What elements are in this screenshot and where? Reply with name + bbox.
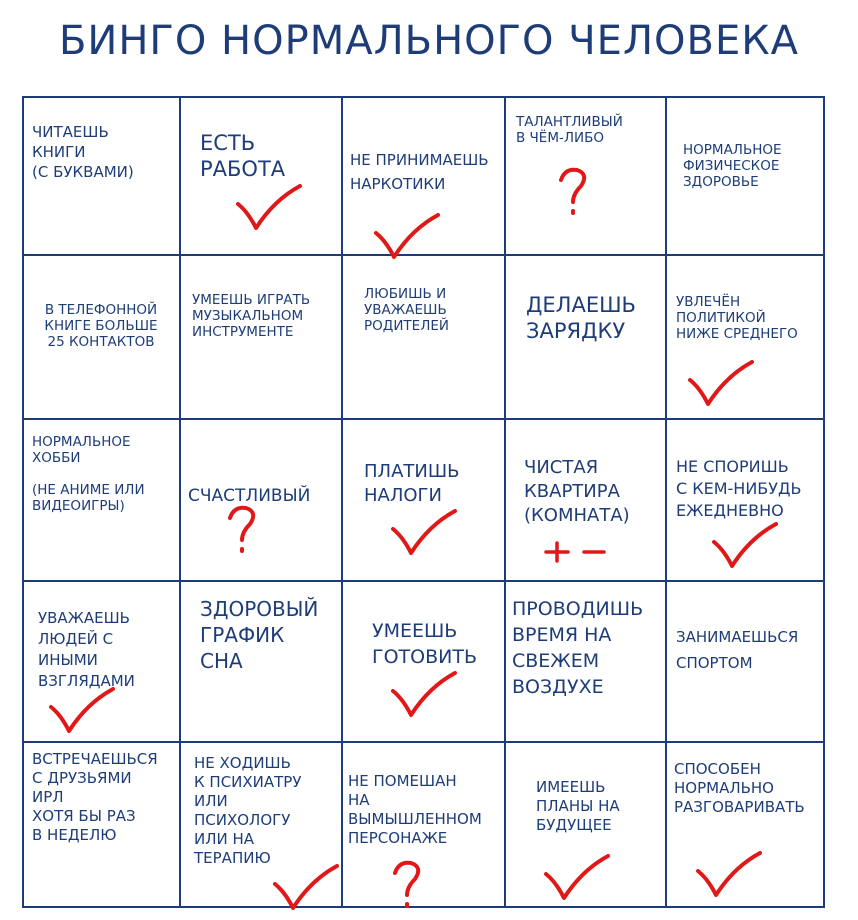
- bingo-cell: [510, 114, 660, 146]
- check-mark-icon: [710, 520, 780, 574]
- cell-label: НЕ СПОРИШЬ С КЕМ-НИБУДЬ ЕЖЕДНЕВНО: [676, 457, 802, 520]
- question-mark-icon: [553, 166, 593, 220]
- check-mark-icon: [271, 862, 341, 916]
- check-mark-icon: [542, 852, 612, 906]
- bingo-cell: [26, 302, 176, 350]
- bingo-cell: [520, 292, 660, 344]
- question-mark-icon: [387, 859, 427, 913]
- bingo-cell: [32, 608, 172, 692]
- check-mark-icon: [389, 669, 459, 723]
- cell-label: ЧИТАЕШЬ КНИГИ (С БУКВАМИ): [32, 123, 134, 181]
- bingo-cell: [518, 456, 663, 528]
- grid-line: [22, 96, 24, 908]
- check-mark-icon: [694, 849, 764, 903]
- bingo-cell: [366, 618, 506, 670]
- bingo-cell: [188, 754, 338, 868]
- cell-label: ЕСТЬ РАБОТА: [200, 131, 286, 181]
- grid-line: [22, 418, 825, 420]
- cell-label: ПЛАТИШЬ НАЛОГИ: [364, 461, 460, 506]
- cell-label: УМЕЕШЬ ГОТОВИТЬ: [372, 620, 477, 668]
- cell-label: ЛЮБИШЬ И УВАЖАЕШЬ РОДИТЕЛЕЙ: [364, 286, 449, 334]
- bingo-cell: [530, 778, 665, 835]
- cell-label: ВСТРЕЧАЕШЬСЯ С ДРУЗЬЯМИ ИРЛ ХОТЯ БЫ РАЗ В НЕДЕЛЮ: [32, 750, 158, 844]
- cell-label: ТАЛАНТЛИВЫЙ В ЧЁМ-ЛИБО: [516, 114, 623, 146]
- cell-label: ЗДОРОВЫЙ ГРАФИК СНА: [200, 597, 319, 673]
- plus-minus-icon: [542, 540, 612, 568]
- grid-line: [22, 580, 825, 582]
- check-mark-icon: [372, 211, 442, 265]
- bingo-grid: [22, 96, 825, 908]
- cell-label: НОРМАЛЬНОЕ ХОББИ (НЕ АНИМЕ ИЛИ ВИДЕОИГРЫ): [32, 434, 145, 514]
- bingo-cell: [670, 624, 822, 676]
- check-mark-icon: [47, 685, 117, 739]
- bingo-cell: [342, 772, 504, 848]
- bingo-cell: [194, 596, 339, 674]
- bingo-cell: [670, 456, 822, 522]
- cell-label: В ТЕЛЕФОННОЙ КНИГЕ БОЛЬШЕ 25 КОНТАКТОВ: [44, 302, 158, 350]
- bingo-cell: [358, 286, 498, 334]
- grid-line: [665, 96, 667, 908]
- cell-label: НЕ ХОДИШЬ К ПСИХИАТРУ ИЛИ ПСИХОЛОГУ ИЛИ НА ТЕРАПИЮ: [194, 754, 302, 867]
- check-mark-icon: [234, 182, 304, 236]
- cell-label: ИМЕЕШЬ ПЛАНЫ НА БУДУЩЕЕ: [536, 778, 620, 834]
- cell-label: ДЕЛАЕШЬ ЗАРЯДКУ: [526, 293, 636, 343]
- cell-label: СПОСОБЕН НОРМАЛЬНО РАЗГОВАРИВАТЬ: [674, 760, 805, 816]
- cell-label: СЧАСТЛИВЫЙ: [188, 486, 311, 506]
- cell-label: ЧИСТАЯ КВАРТИРА (КОМНАТА): [524, 457, 630, 526]
- bingo-cell: [194, 130, 339, 182]
- bingo-cell: [186, 292, 341, 340]
- cell-label: УВАЖАЕШЬ ЛЮДЕЙ С ИНЫМИ ВЗГЛЯДАМИ: [38, 609, 135, 690]
- cell-label: НЕ ПРИНИМАЕШЬ НАРКОТИКИ: [350, 151, 489, 193]
- grid-line: [22, 741, 825, 743]
- cell-label: ПРОВОДИШЬ ВРЕМЯ НА СВЕЖЕМ ВОЗДУХЕ: [512, 598, 644, 698]
- grid-line: [504, 96, 506, 908]
- grid-line: [22, 96, 825, 98]
- bingo-cell: [670, 294, 820, 342]
- check-mark-icon: [686, 358, 756, 412]
- bingo-cell: [26, 750, 181, 845]
- bingo-cell: [358, 460, 498, 508]
- page-title: БИНГО НОРМАЛЬНОГО ЧЕЛОВЕКА: [58, 18, 799, 64]
- cell-label: ЗАНИМАЕШЬСЯ СПОРТОМ: [676, 628, 799, 672]
- bingo-cell: [26, 434, 176, 514]
- bingo-cell: [26, 122, 176, 182]
- grid-line: [823, 96, 825, 908]
- check-mark-icon: [389, 507, 459, 561]
- bingo-cell: [344, 148, 514, 196]
- bingo-cell: [668, 760, 823, 817]
- question-mark-icon: [222, 504, 262, 558]
- cell-label: НОРМАЛЬНОЕ ФИЗИЧЕСКОЕ ЗДОРОВЬЕ: [683, 142, 782, 190]
- cell-label: УВЛЕЧЁН ПОЛИТИКОЙ НИЖЕ СРЕДНЕГО: [676, 294, 798, 342]
- bingo-cell: [182, 486, 342, 506]
- cell-label: УМЕЕШЬ ИГРАТЬ МУЗЫКАЛЬНОМ ИНСТРУМЕНТЕ: [192, 292, 311, 340]
- bingo-cell: [506, 596, 666, 700]
- bingo-cell: [677, 142, 817, 190]
- cell-label: НЕ ПОМЕШАН НА ВЫМЫШЛЕННОМ ПЕРСОНАЖЕ: [348, 772, 482, 847]
